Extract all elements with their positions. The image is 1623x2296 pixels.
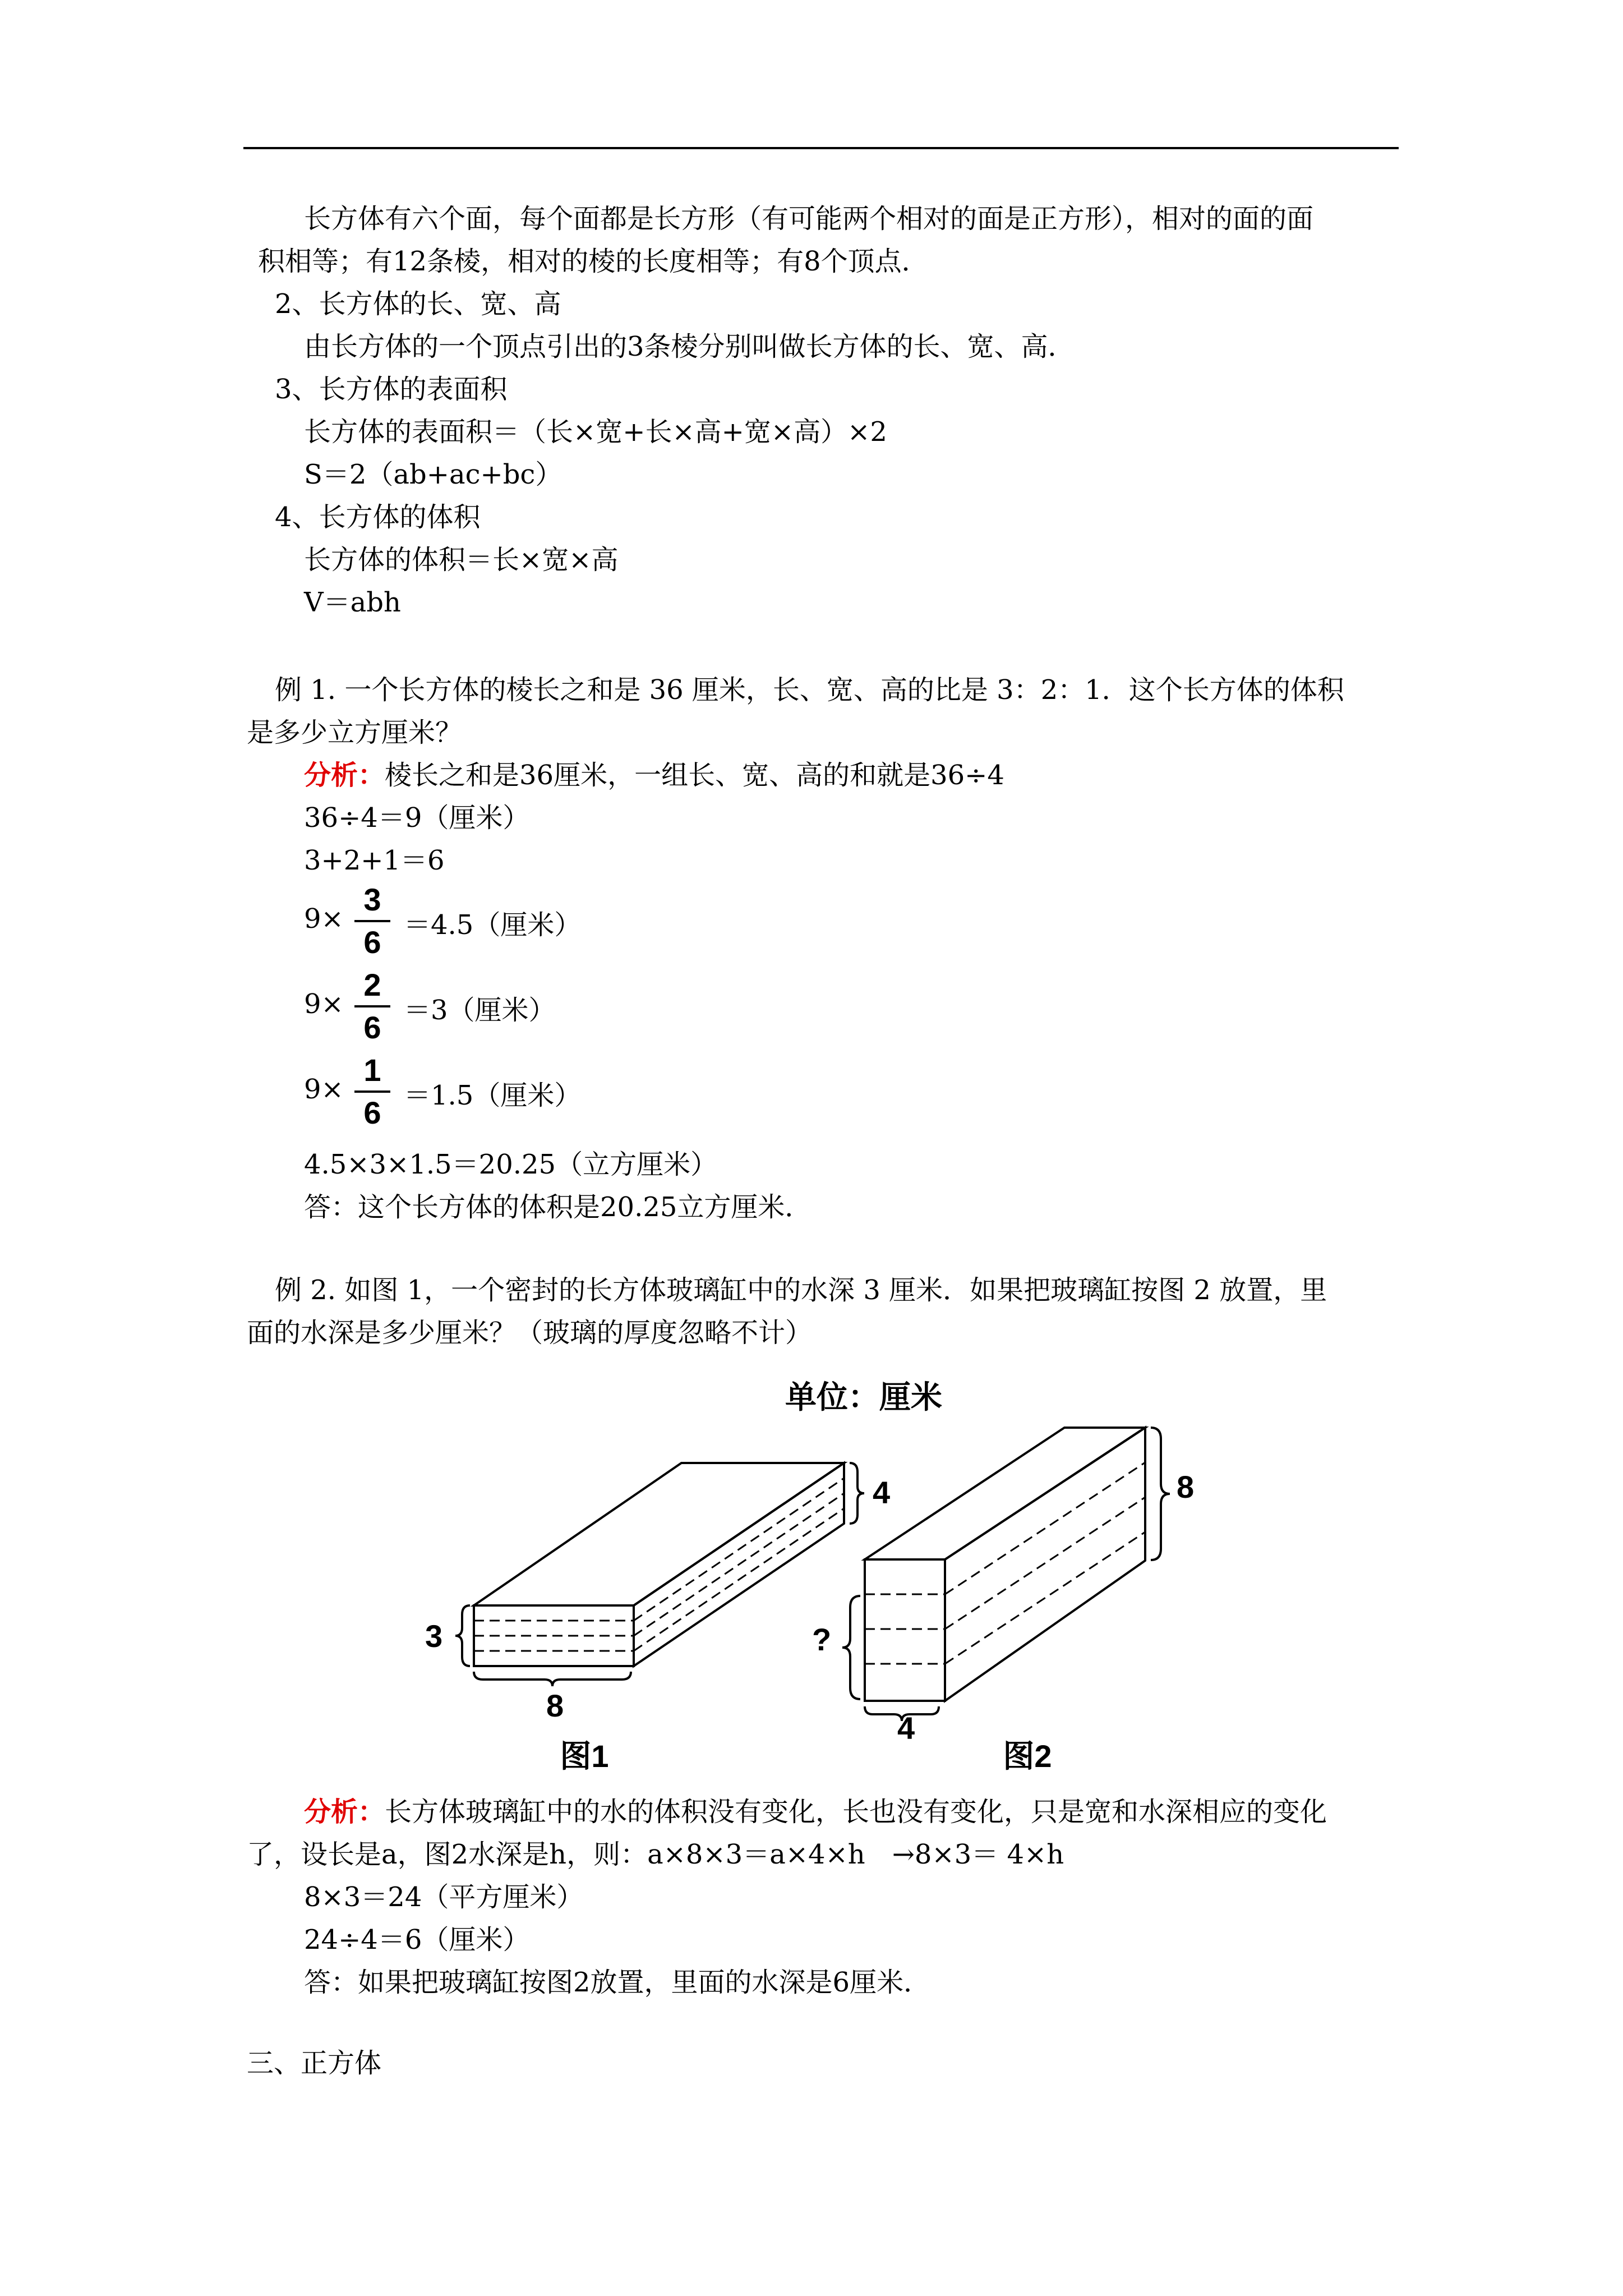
example-1-answer: 答：这个长方体的体积是20.25立方厘米． [304, 1191, 812, 1223]
analysis-label: 分析： [304, 760, 385, 791]
fraction-numerator: 3 [363, 882, 381, 917]
example-2-analysis-line-1 [304, 1795, 1327, 1829]
example-2-step-2: 24÷4＝6（厘米） [304, 1924, 530, 1955]
fraction-bar [354, 1091, 390, 1093]
figure-1-caption: 图1 [560, 1738, 609, 1774]
header-rule [243, 147, 1399, 149]
figure-1-water-lines [474, 1478, 844, 1651]
intro-line-1: 长方体有六个面，每个面都是长方形（有可能两个相对的面是正方形），相对的面的面 [304, 203, 1314, 234]
figure-1-height-label: 4 [873, 1475, 891, 1510]
glass-tank-figure [409, 1363, 1251, 1789]
section-3-title: 3、长方体的表面积 [275, 374, 508, 405]
section-4-title: 4、长方体的体积 [275, 501, 481, 533]
fraction-bar [354, 1005, 390, 1007]
section-3-heading: 三、正方体 [247, 2047, 382, 2079]
figure-1-length-brace [474, 1672, 631, 1686]
fraction-numerator: 1 [363, 1052, 381, 1088]
figure-unit-label: 单位：厘米 [785, 1379, 942, 1415]
example-2-step-1: 8×3＝24（平方厘米） [304, 1881, 584, 1913]
figure-1-water-label: 3 [425, 1618, 443, 1654]
fraction-result: ＝1.5（厘米） [404, 1080, 582, 1111]
fraction-result: ＝3（厘米） [404, 995, 556, 1026]
figure-2-water-brace [842, 1596, 860, 1699]
figure-1-water-brace [455, 1605, 470, 1666]
surface-area-formula: 长方体的表面积＝（长×宽+长×高+宽×高）×2 [304, 416, 887, 448]
surface-area-symbolic: S＝2（ab+ac+bc） [304, 459, 562, 490]
fraction [354, 966, 390, 1047]
analysis-text: 棱长之和是36厘米，一组长、宽、高的和就是36÷4 [385, 760, 1004, 791]
fraction-denominator: 6 [363, 1095, 381, 1130]
figure-2-height-brace [1151, 1428, 1170, 1560]
figure-2-water-lines [865, 1462, 1145, 1664]
analysis-label: 分析： [304, 1796, 385, 1828]
example-1-step-1: 36÷4＝9（厘米） [304, 802, 530, 834]
figure-2-width-label: 4 [897, 1710, 915, 1746]
example-1-question-line-2: 是多少立方厘米？ [247, 717, 463, 748]
example-1-volume-step: 4.5×3×1.5＝20.25（立方厘米） [304, 1149, 718, 1180]
fraction-prefix: 9× [304, 1074, 344, 1105]
figure-2-caption: 图2 [1003, 1738, 1052, 1774]
figure-2-water-label: ? [812, 1622, 832, 1657]
fraction-result: ＝4.5（厘米） [404, 909, 582, 941]
example-1-step-2: 3+2+1＝6 [304, 845, 445, 876]
fraction [354, 881, 390, 961]
figure-1-length-label: 8 [546, 1688, 564, 1723]
example-2-answer: 答：如果把玻璃缸按图2放置，里面的水深是6厘米． [304, 1967, 931, 1998]
fraction-prefix: 9× [304, 903, 344, 935]
analysis-text: 长方体玻璃缸中的水的体积没有变化，长也没有变化，只是宽和水深相应的变化 [385, 1796, 1327, 1828]
fraction-prefix: 9× [304, 988, 344, 1020]
section-2-title: 2、长方体的长、宽、高 [275, 288, 561, 320]
intro-line-2: 积相等；有12条棱，相对的棱的长度相等；有8个顶点． [258, 246, 929, 277]
example-2-question-line-1: 例 2. 如图 1，一个密封的长方体玻璃缸中的水深 3 厘米．如果把玻璃缸按图 2 放置，里 [275, 1274, 1327, 1306]
figure-2-height-label: 8 [1177, 1469, 1195, 1504]
example-2-analysis-line-2: 了，设长是a，图2水深是h，则：a×8×3＝a×4×h →8×3＝ 4×h [247, 1839, 1064, 1870]
fraction-denominator: 6 [363, 1010, 381, 1045]
fraction-bar [354, 920, 390, 922]
example-1-question-line-1: 例 1. 一个长方体的棱长之和是 36 厘米，长、宽、高的比是 3：2：1．这个长方体的体积 [275, 674, 1344, 706]
fraction-denominator: 6 [363, 924, 381, 960]
example-2-question-line-2: 面的水深是多少厘米？（玻璃的厚度忽略不计） [247, 1317, 813, 1349]
volume-symbolic: V＝abh [304, 587, 401, 618]
section-2-body: 由长方体的一个顶点引出的3条棱分别叫做长方体的长、宽、高． [304, 331, 1075, 362]
fraction [354, 1051, 390, 1132]
example-1-analysis [304, 758, 1004, 792]
figure-1-height-brace [850, 1463, 864, 1524]
volume-formula: 长方体的体积＝长×宽×高 [304, 544, 619, 576]
fraction-numerator: 2 [363, 967, 381, 1002]
figure-2-box [865, 1428, 1145, 1701]
